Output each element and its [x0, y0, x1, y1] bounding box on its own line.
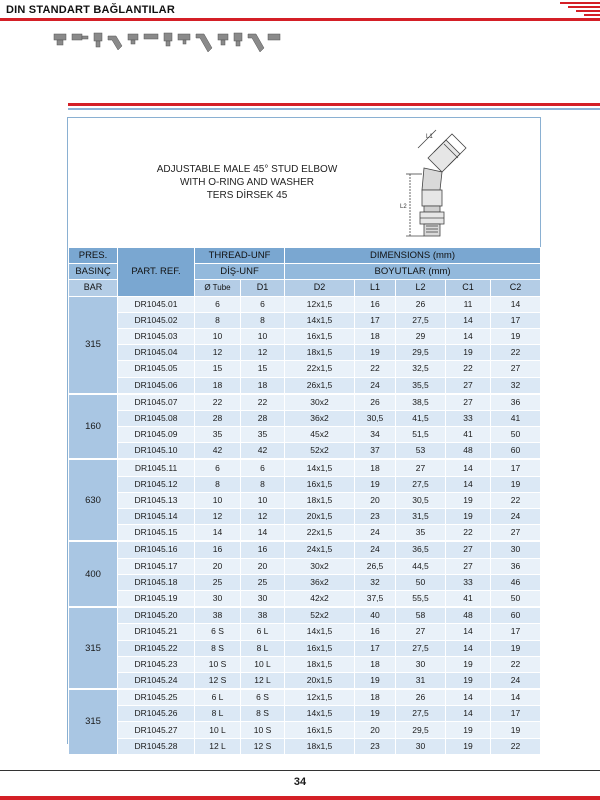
product-title-line-2: WITH O-RING AND WASHER	[179, 177, 315, 188]
d1-cell: 6	[241, 459, 285, 476]
l2-cell: 53	[396, 443, 446, 460]
tube-cell: 10 S	[195, 656, 241, 672]
part-ref-cell: DR1045.28	[118, 738, 195, 754]
c1-cell: 22	[446, 361, 491, 377]
l2-cell: 30	[396, 738, 446, 754]
c1-cell: 19	[446, 509, 491, 525]
l1-cell: 32	[355, 574, 396, 590]
tube-cell: 12 L	[195, 738, 241, 754]
c1-cell: 27	[446, 541, 491, 558]
tube-cell: 8	[195, 312, 241, 328]
l1-cell: 40	[355, 607, 396, 624]
tube-cell: 25	[195, 574, 241, 590]
dis-unf-header: DİŞ-UNF	[195, 264, 285, 280]
d2-cell: 30x2	[285, 394, 355, 411]
d2-cell: 22x1,5	[285, 525, 355, 542]
d1-cell: 10 S	[241, 722, 285, 738]
d2-cell: 18x1,5	[285, 738, 355, 754]
c2-cell: 22	[491, 738, 541, 754]
l1-cell: 22	[355, 361, 396, 377]
tube-cell: 35	[195, 427, 241, 443]
d1-cell: 22	[241, 394, 285, 411]
tube-cell: 30	[195, 590, 241, 607]
part-ref-cell: DR1045.20	[118, 607, 195, 624]
l2-cell: 31,5	[396, 509, 446, 525]
d1-cell: 12	[241, 509, 285, 525]
c1-cell: 19	[446, 722, 491, 738]
footer-red-bar	[0, 796, 600, 800]
part-ref-cell: DR1045.03	[118, 328, 195, 344]
l1-cell: 24	[355, 525, 396, 542]
l1-cell: 19	[355, 345, 396, 361]
pres-header-en: PRES.	[69, 248, 118, 264]
c1-cell: 41	[446, 427, 491, 443]
l1-cell: 20	[355, 722, 396, 738]
decorative-red-line	[68, 103, 600, 106]
c1-cell: 19	[446, 345, 491, 361]
c2-cell: 27	[491, 361, 541, 377]
d2-cell: 52x2	[285, 607, 355, 624]
part-ref-header: PART. REF.	[118, 248, 195, 297]
c1-cell: 41	[446, 590, 491, 607]
part-ref-cell: DR1045.01	[118, 296, 195, 312]
c2-cell: 50	[491, 590, 541, 607]
d1-cell: 20	[241, 558, 285, 574]
d2-cell: 14x1,5	[285, 624, 355, 640]
l1-cell: 26	[355, 394, 396, 411]
table-row	[69, 738, 541, 754]
l2-cell: 31	[396, 672, 446, 689]
d2-cell: 14x1,5	[285, 706, 355, 722]
c2-cell: 17	[491, 312, 541, 328]
table-row	[69, 509, 541, 525]
c2-cell: 19	[491, 328, 541, 344]
tube-cell: 20	[195, 558, 241, 574]
d1-header: D1	[241, 280, 285, 296]
l2-cell: 29,5	[396, 722, 446, 738]
part-ref-cell: DR1045.09	[118, 427, 195, 443]
tube-cell: 10	[195, 492, 241, 508]
d2-cell: 52x2	[285, 443, 355, 460]
tube-cell: 8 S	[195, 640, 241, 656]
c1-cell: 14	[446, 459, 491, 476]
d2-cell: 18x1,5	[285, 492, 355, 508]
tube-cell: 6 L	[195, 689, 241, 706]
d1-cell: 42	[241, 443, 285, 460]
c2-cell: 60	[491, 443, 541, 460]
pressure-cell: 315	[69, 607, 118, 689]
c2-cell: 36	[491, 558, 541, 574]
l2-cell: 27,5	[396, 706, 446, 722]
header-red-bar	[0, 18, 600, 21]
table-row	[69, 525, 541, 542]
pres-header-unit: BAR	[69, 280, 118, 296]
table-row	[69, 492, 541, 508]
part-ref-cell: DR1045.08	[118, 410, 195, 426]
l2-cell: 35,5	[396, 377, 446, 394]
pres-header-tr: BASINÇ	[69, 264, 118, 280]
d2-cell: 36x2	[285, 410, 355, 426]
l1-cell: 19	[355, 672, 396, 689]
c1-cell: 22	[446, 525, 491, 542]
part-ref-cell: DR1045.26	[118, 706, 195, 722]
c2-cell: 60	[491, 607, 541, 624]
table-row	[69, 574, 541, 590]
tube-cell: 38	[195, 607, 241, 624]
c2-cell: 24	[491, 509, 541, 525]
d1-cell: 8 L	[241, 640, 285, 656]
product-title-line-1: ADJUSTABLE MALE 45° STUD ELBOW	[156, 164, 338, 175]
d1-cell: 12 L	[241, 672, 285, 689]
l1-cell: 37	[355, 443, 396, 460]
l1-cell: 17	[355, 312, 396, 328]
tube-cell: 42	[195, 443, 241, 460]
part-ref-cell: DR1045.15	[118, 525, 195, 542]
table-row	[69, 541, 541, 558]
d1-cell: 12	[241, 345, 285, 361]
c1-cell: 48	[446, 607, 491, 624]
d1-cell: 35	[241, 427, 285, 443]
dimensions-header: DIMENSIONS (mm)	[285, 248, 541, 264]
l2-cell: 51,5	[396, 427, 446, 443]
c1-cell: 14	[446, 476, 491, 492]
table-row	[69, 328, 541, 344]
d1-cell: 38	[241, 607, 285, 624]
table-row	[69, 706, 541, 722]
d2-cell: 16x1,5	[285, 476, 355, 492]
c2-cell: 17	[491, 624, 541, 640]
part-ref-cell: DR1045.18	[118, 574, 195, 590]
l2-cell: 32,5	[396, 361, 446, 377]
table-row	[69, 312, 541, 328]
header-stripes	[560, 0, 600, 18]
l2-cell: 30	[396, 656, 446, 672]
d2-cell: 20x1,5	[285, 672, 355, 689]
page-number-text: 34	[288, 776, 312, 788]
elbow-technical-drawing	[388, 128, 488, 246]
c1-cell: 14	[446, 689, 491, 706]
part-ref-cell: DR1045.21	[118, 624, 195, 640]
d1-cell: 10	[241, 492, 285, 508]
d1-cell: 14	[241, 525, 285, 542]
c1-cell: 27	[446, 558, 491, 574]
product-title-line-3: TERS DİRSEK 45	[206, 190, 288, 201]
part-ref-cell: DR1045.22	[118, 640, 195, 656]
pressure-cell: 315	[69, 689, 118, 754]
table-row	[69, 377, 541, 394]
c1-cell: 27	[446, 377, 491, 394]
l2-cell: 27,5	[396, 476, 446, 492]
table-row	[69, 672, 541, 689]
part-ref-cell: DR1045.23	[118, 656, 195, 672]
c2-cell: 19	[491, 722, 541, 738]
c1-cell: 14	[446, 706, 491, 722]
c1-cell: 48	[446, 443, 491, 460]
table-row	[69, 427, 541, 443]
d2-cell: 45x2	[285, 427, 355, 443]
part-ref-cell: DR1045.16	[118, 541, 195, 558]
l1-cell: 19	[355, 706, 396, 722]
dimensions-table-body	[69, 296, 541, 754]
c2-cell: 46	[491, 574, 541, 590]
l2-cell: 27	[396, 459, 446, 476]
d2-cell: 12x1,5	[285, 689, 355, 706]
l2-cell: 26	[396, 689, 446, 706]
d1-cell: 8	[241, 476, 285, 492]
tube-cell: 18	[195, 377, 241, 394]
l2-cell: 44,5	[396, 558, 446, 574]
part-ref-cell: DR1045.14	[118, 509, 195, 525]
page-header	[0, 0, 600, 30]
d1-cell: 6 S	[241, 689, 285, 706]
c2-cell: 36	[491, 394, 541, 411]
c2-cell: 32	[491, 377, 541, 394]
l1-header: L1	[355, 280, 396, 296]
d2-cell: 14x1,5	[285, 312, 355, 328]
tube-cell: 8 L	[195, 706, 241, 722]
pressure-cell: 315	[69, 296, 118, 394]
c2-cell: 14	[491, 689, 541, 706]
d2-cell: 42x2	[285, 590, 355, 607]
product-description	[152, 163, 342, 202]
d2-cell: 20x1,5	[285, 509, 355, 525]
pressure-cell: 400	[69, 541, 118, 607]
l2-cell: 50	[396, 574, 446, 590]
c2-cell: 22	[491, 656, 541, 672]
table-row	[69, 443, 541, 460]
l2-cell: 27	[396, 624, 446, 640]
table-row	[69, 476, 541, 492]
tube-cell: 22	[195, 394, 241, 411]
table-row	[69, 345, 541, 361]
table-row	[69, 640, 541, 656]
d1-cell: 28	[241, 410, 285, 426]
d2-cell: 24x1,5	[285, 541, 355, 558]
l2-cell: 58	[396, 607, 446, 624]
tube-cell: 10 L	[195, 722, 241, 738]
d1-cell: 16	[241, 541, 285, 558]
c1-cell: 14	[446, 328, 491, 344]
part-ref-cell: DR1045.13	[118, 492, 195, 508]
c1-cell: 14	[446, 312, 491, 328]
tube-cell: 12	[195, 509, 241, 525]
c1-cell: 33	[446, 410, 491, 426]
tube-cell: 8	[195, 476, 241, 492]
table-row	[69, 410, 541, 426]
l1-cell: 18	[355, 328, 396, 344]
d1-cell: 10	[241, 328, 285, 344]
tube-cell: 14	[195, 525, 241, 542]
c1-header: C1	[446, 280, 491, 296]
l1-cell: 23	[355, 738, 396, 754]
tube-cell: 15	[195, 361, 241, 377]
c1-cell: 14	[446, 624, 491, 640]
c2-cell: 30	[491, 541, 541, 558]
tube-cell: 28	[195, 410, 241, 426]
c1-cell: 19	[446, 672, 491, 689]
thread-unf-header: THREAD-UNF	[195, 248, 285, 264]
part-ref-cell: DR1045.12	[118, 476, 195, 492]
l1-cell: 34	[355, 427, 396, 443]
c2-cell: 22	[491, 492, 541, 508]
d1-cell: 30	[241, 590, 285, 607]
boyutlar-header: BOYUTLAR (mm)	[285, 264, 541, 280]
table-row	[69, 689, 541, 706]
part-ref-cell: DR1045.27	[118, 722, 195, 738]
c1-cell: 11	[446, 296, 491, 312]
pressure-cell: 160	[69, 394, 118, 460]
pressure-cell: 630	[69, 459, 118, 541]
c2-cell: 41	[491, 410, 541, 426]
part-ref-cell: DR1045.06	[118, 377, 195, 394]
table-row	[69, 722, 541, 738]
part-ref-cell: DR1045.02	[118, 312, 195, 328]
l1-cell: 37,5	[355, 590, 396, 607]
d2-cell: 18x1,5	[285, 345, 355, 361]
part-ref-cell: DR1045.17	[118, 558, 195, 574]
table-row	[69, 590, 541, 607]
d2-cell: 16x1,5	[285, 640, 355, 656]
page-number	[0, 776, 600, 788]
l1-cell: 26,5	[355, 558, 396, 574]
l1-cell: 19	[355, 476, 396, 492]
c2-cell: 19	[491, 640, 541, 656]
c1-cell: 33	[446, 574, 491, 590]
d2-cell: 12x1,5	[285, 296, 355, 312]
l2-cell: 55,5	[396, 590, 446, 607]
d2-cell: 16x1,5	[285, 722, 355, 738]
c2-cell: 14	[491, 296, 541, 312]
footer-line	[0, 770, 600, 771]
dimensions-table	[68, 247, 541, 755]
d1-cell: 6 L	[241, 624, 285, 640]
table-row	[69, 394, 541, 411]
table-row	[69, 558, 541, 574]
d1-cell: 10 L	[241, 656, 285, 672]
part-ref-cell: DR1045.11	[118, 459, 195, 476]
l2-label: L2	[400, 204, 407, 210]
c2-cell: 19	[491, 476, 541, 492]
section-title: DIN STANDART BAĞLANTILAR	[6, 4, 175, 16]
l1-cell: 30,5	[355, 410, 396, 426]
d2-cell: 16x1,5	[285, 328, 355, 344]
d2-cell: 14x1,5	[285, 459, 355, 476]
c1-cell: 14	[446, 640, 491, 656]
l2-cell: 27,5	[396, 312, 446, 328]
table-row	[69, 459, 541, 476]
l2-header: L2	[396, 280, 446, 296]
part-ref-cell: DR1045.07	[118, 394, 195, 411]
table-row	[69, 361, 541, 377]
tube-cell: 16	[195, 541, 241, 558]
d1-cell: 15	[241, 361, 285, 377]
c2-cell: 17	[491, 459, 541, 476]
d1-cell: 12 S	[241, 738, 285, 754]
c1-cell: 27	[446, 394, 491, 411]
c2-header: C2	[491, 280, 541, 296]
l2-cell: 27,5	[396, 640, 446, 656]
part-ref-cell: DR1045.04	[118, 345, 195, 361]
l1-cell: 23	[355, 509, 396, 525]
l2-cell: 35	[396, 525, 446, 542]
tube-header: Ø Tube	[195, 280, 241, 296]
l1-cell: 20	[355, 492, 396, 508]
fittings-icon-strip	[52, 28, 282, 64]
l1-cell: 18	[355, 656, 396, 672]
part-ref-cell: DR1045.24	[118, 672, 195, 689]
l2-cell: 41,5	[396, 410, 446, 426]
l2-cell: 29	[396, 328, 446, 344]
l1-cell: 18	[355, 459, 396, 476]
c2-cell: 22	[491, 345, 541, 361]
d2-cell: 30x2	[285, 558, 355, 574]
l1-cell: 24	[355, 377, 396, 394]
d2-cell: 26x1,5	[285, 377, 355, 394]
c1-cell: 19	[446, 738, 491, 754]
part-ref-cell: DR1045.25	[118, 689, 195, 706]
l2-cell: 29,5	[396, 345, 446, 361]
part-ref-cell: DR1045.05	[118, 361, 195, 377]
l2-cell: 30,5	[396, 492, 446, 508]
table-row	[69, 624, 541, 640]
d2-cell: 36x2	[285, 574, 355, 590]
l1-cell: 18	[355, 689, 396, 706]
part-ref-cell: DR1045.10	[118, 443, 195, 460]
d2-cell: 22x1,5	[285, 361, 355, 377]
d1-cell: 18	[241, 377, 285, 394]
tube-cell: 10	[195, 328, 241, 344]
tube-cell: 12	[195, 345, 241, 361]
part-ref-cell: DR1045.19	[118, 590, 195, 607]
l2-cell: 36,5	[396, 541, 446, 558]
table-row	[69, 656, 541, 672]
c2-cell: 50	[491, 427, 541, 443]
tube-cell: 12 S	[195, 672, 241, 689]
c1-cell: 19	[446, 492, 491, 508]
d1-cell: 8	[241, 312, 285, 328]
table-row	[69, 296, 541, 312]
d1-cell: 8 S	[241, 706, 285, 722]
d1-cell: 6	[241, 296, 285, 312]
tube-cell: 6	[195, 459, 241, 476]
c2-cell: 27	[491, 525, 541, 542]
l1-cell: 16	[355, 296, 396, 312]
l2-cell: 26	[396, 296, 446, 312]
l1-cell: 16	[355, 624, 396, 640]
c1-cell: 19	[446, 656, 491, 672]
tube-cell: 6	[195, 296, 241, 312]
d2-cell: 18x1,5	[285, 656, 355, 672]
decorative-blue-line	[68, 108, 600, 110]
l1-cell: 17	[355, 640, 396, 656]
c2-cell: 24	[491, 672, 541, 689]
table-row	[69, 607, 541, 624]
l2-cell: 38,5	[396, 394, 446, 411]
tube-cell: 6 S	[195, 624, 241, 640]
l1-cell: 24	[355, 541, 396, 558]
c2-cell: 17	[491, 706, 541, 722]
l1-label: L1	[426, 134, 433, 140]
d1-cell: 25	[241, 574, 285, 590]
d2-header: D2	[285, 280, 355, 296]
